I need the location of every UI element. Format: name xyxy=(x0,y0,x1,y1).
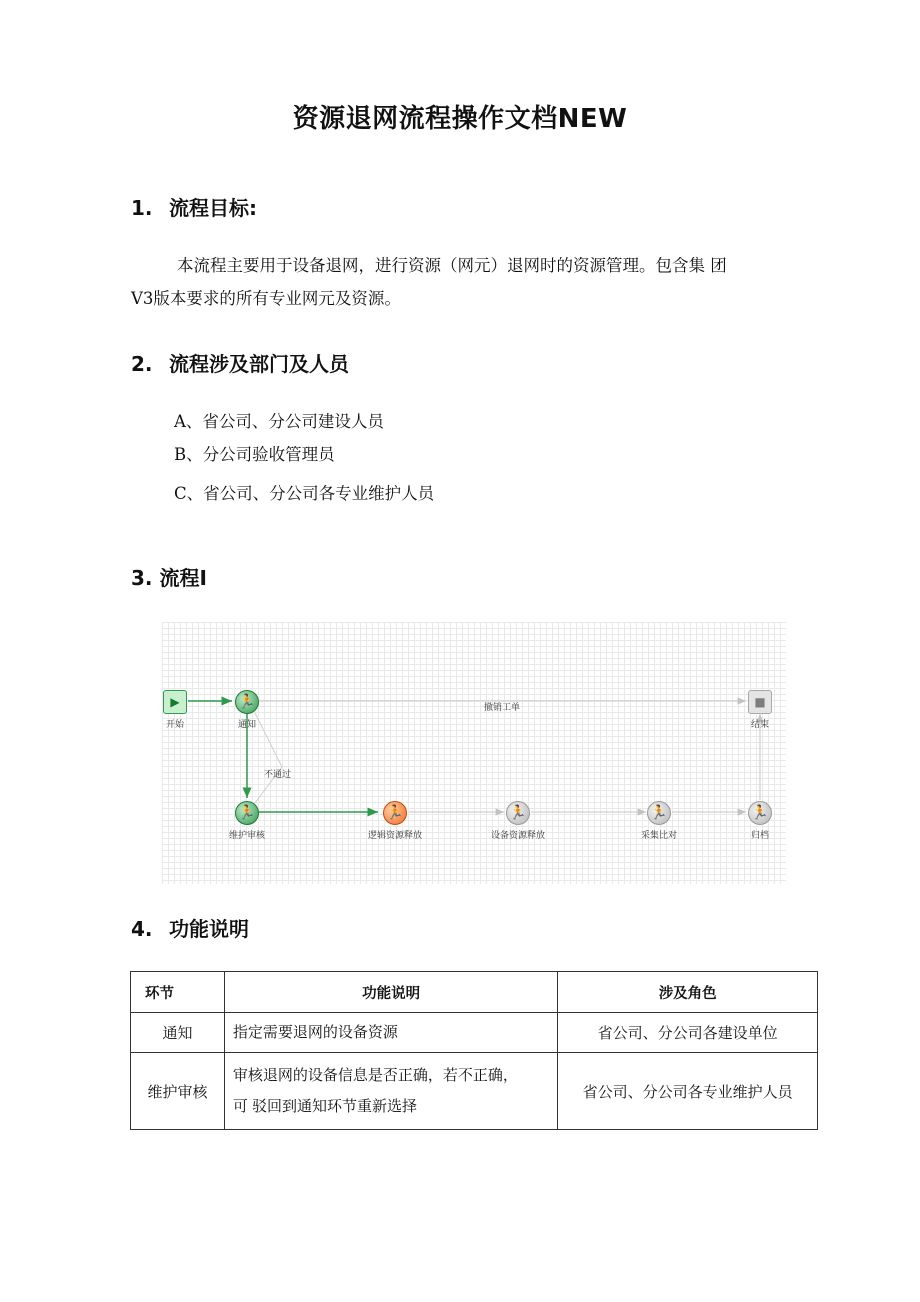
goal-line-2: V3版本要求的所有专业网元及资源。 xyxy=(131,289,401,308)
function-table xyxy=(130,971,818,1130)
table-row xyxy=(131,1053,818,1130)
document-title: 资源退网流程操作文档NEW xyxy=(292,104,628,134)
node-label: 结束 xyxy=(750,720,769,730)
section-func-heading xyxy=(131,913,249,942)
section-title: 流程涉及部门及人员 xyxy=(169,352,349,376)
play-icon: ▶ xyxy=(163,690,187,714)
goal-line-1: 本流程主要用于设备退网，进行资源（网元）退网时的资源管理。包含集 团 xyxy=(177,256,727,275)
node-label: 逻辑资源释放 xyxy=(367,831,422,841)
node-notify[interactable] xyxy=(202,690,292,730)
edge-label-reject: 不通过 xyxy=(264,770,292,780)
runner-icon: 🏃 xyxy=(235,690,259,714)
node-label: 开始 xyxy=(165,720,184,730)
table-row xyxy=(131,1013,818,1053)
table-header-row xyxy=(131,972,818,1013)
goal-paragraph xyxy=(131,249,811,315)
node-label: 设备资源释放 xyxy=(490,831,545,841)
table-cell-desc: 指定需要退网的设备资源 xyxy=(224,1013,557,1053)
runner-icon: 🏃 xyxy=(506,801,530,825)
node-label: 采集比对 xyxy=(640,831,677,841)
section-number: 1. xyxy=(131,196,153,220)
node-logical-release[interactable] xyxy=(350,801,440,841)
table-cell-role: 省公司、分公司各建设单位 xyxy=(558,1013,818,1053)
dept-item-c: C、省公司、分公司各专业维护人员 xyxy=(174,484,435,503)
table-cell-desc: 审核退网的设备信息是否正确，若不正确， 可 驳回到通知环节重新选择 xyxy=(224,1053,557,1130)
node-end[interactable] xyxy=(715,690,805,730)
node-label: 通知 xyxy=(237,720,256,730)
stop-icon: ■ xyxy=(748,690,772,714)
flowchart-edges xyxy=(162,622,786,884)
table-cell-step: 通知 xyxy=(131,1013,225,1053)
node-device-release[interactable] xyxy=(473,801,563,841)
section-number: 2. xyxy=(131,352,153,376)
table-header: 环节 xyxy=(131,972,225,1013)
flowchart xyxy=(162,622,786,884)
dept-item-b: B、分公司验收管理员 xyxy=(174,445,335,464)
node-compare[interactable] xyxy=(614,801,704,841)
runner-icon: 🏃 xyxy=(383,801,407,825)
section-flow-heading: 3. 流程I xyxy=(131,566,207,590)
runner-icon: 🏃 xyxy=(748,801,772,825)
table-cell-role: 省公司、分公司各专业维护人员 xyxy=(558,1053,818,1130)
node-review[interactable] xyxy=(202,801,292,841)
section-goal-heading xyxy=(131,192,257,221)
table-header: 涉及角色 xyxy=(558,972,818,1013)
section-title: 功能说明 xyxy=(169,917,249,941)
dept-item-a: A、省公司、分公司建设人员 xyxy=(174,412,384,431)
runner-icon: 🏃 xyxy=(235,801,259,825)
section-number: 4. xyxy=(131,917,153,941)
table-cell-step: 维护审核 xyxy=(131,1053,225,1130)
section-depts-heading xyxy=(131,348,349,377)
edge-label-cancel: 撤销工单 xyxy=(484,703,521,713)
runner-icon: 🏃 xyxy=(647,801,671,825)
node-label: 归档 xyxy=(750,831,769,841)
table-header: 功能说明 xyxy=(224,972,557,1013)
node-archive[interactable] xyxy=(715,801,805,841)
node-label: 维护审核 xyxy=(228,831,265,841)
section-title: 流程目标: xyxy=(169,196,257,220)
